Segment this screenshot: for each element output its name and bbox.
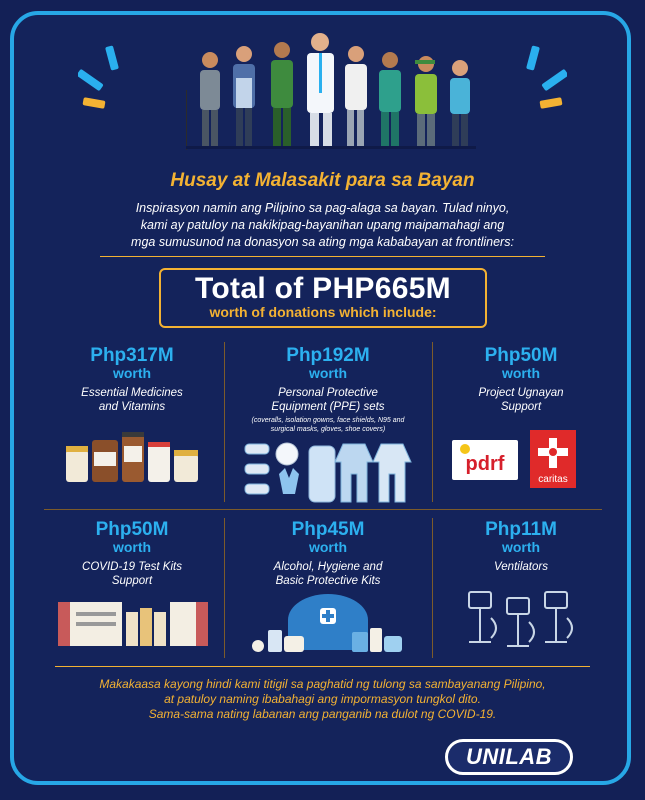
donation-worth: worth [501, 365, 541, 381]
intro-line: kami ay patuloy na nakikipag-bayanihan upang maipamahagi ang [140, 218, 505, 232]
donation-amount: Php317M [90, 345, 174, 366]
unilab-logo [445, 739, 573, 775]
donation-medicines [44, 345, 220, 486]
description-line: COVID-19 Test Kits [82, 561, 182, 573]
donation-amount: Php50M [95, 519, 169, 540]
closing-message [40, 677, 605, 722]
total-subtitle: worth of donations which include: [209, 304, 437, 320]
description-line: Ventilators [494, 561, 548, 573]
divider-line [100, 256, 545, 257]
donation-description [44, 386, 220, 414]
donation-worth: worth [308, 539, 348, 555]
donation-description [228, 560, 428, 588]
intro-line: mga sumusunod na donasyon sa ating mga kababayan at frontliners: [131, 235, 514, 249]
column-divider [224, 518, 225, 658]
description-line: Personal Protective [278, 387, 378, 399]
note-line: (coveralls, isolation gowns, face shields, N95 and [251, 417, 405, 424]
column-divider [224, 342, 225, 502]
headline: Husay at Malasakit para sa Bayan [170, 170, 475, 191]
description-line: Basic Protective Kits [275, 575, 381, 587]
caritas-logo-text: caritas [538, 474, 568, 485]
ppe-note [228, 416, 428, 434]
closing-line: at patuloy naming ibabahagi ang impormasyon tungkol dito. [164, 692, 481, 706]
donation-hygiene-kits [228, 519, 428, 656]
closing-line: Sama-sama nating labanan ang panganib na dulot ng COVID-19. [148, 707, 497, 721]
total-amount: Total of PHP665M [195, 272, 451, 305]
donation-amount: Php192M [286, 345, 370, 366]
donation-worth: worth [112, 539, 152, 555]
pdrf-logo [452, 440, 518, 480]
left-burst-decoration [78, 44, 148, 114]
donation-ventilators [436, 519, 606, 652]
intro-text [100, 200, 545, 251]
donation-test-kits [44, 519, 220, 650]
donation-ugnayan [436, 345, 606, 498]
ppe-icon [243, 440, 413, 506]
description-line: Support [500, 401, 542, 413]
description-line: Support [111, 575, 153, 587]
donation-worth: worth [501, 539, 541, 555]
hygiene-kit-icon [248, 594, 408, 656]
donation-amount: Php50M [484, 345, 558, 366]
frontliners-illustration [186, 30, 476, 152]
divider-line [55, 666, 590, 667]
total-box [159, 268, 487, 328]
donation-amount: Php11M [485, 519, 557, 540]
test-kits-icon [54, 598, 210, 650]
donation-description [228, 386, 428, 414]
donation-amount: Php45M [291, 519, 365, 540]
caritas-logo [530, 430, 576, 488]
description-line: Alcohol, Hygiene and [273, 561, 383, 573]
right-burst-decoration [497, 44, 567, 114]
column-divider [432, 518, 433, 658]
medicine-bottles-icon [64, 432, 200, 486]
donation-worth: worth [112, 365, 152, 381]
donation-description [436, 560, 606, 574]
intro-line: Inspirasyon namin ang Pilipino sa pag-alaga sa bayan. Tulad ninyo, [135, 201, 510, 215]
partner-logos [436, 428, 606, 498]
description-line: Project Ugnayan [478, 387, 564, 399]
pdrf-logo-text: pdrf [465, 453, 505, 475]
description-line: Essential Medicines [81, 387, 183, 399]
donation-worth: worth [308, 365, 348, 381]
description-line: and Vitamins [98, 401, 166, 413]
column-divider [432, 342, 433, 502]
description-line: Equipment (PPE) sets [271, 401, 385, 413]
unilab-logo-text: UNILAB [465, 744, 553, 769]
note-line: surgical masks, gloves, shoe covers) [270, 426, 386, 433]
ventilator-icon [461, 588, 581, 652]
donation-ppe [228, 345, 428, 506]
donation-description [436, 386, 606, 414]
closing-line: Makakaasa kayong hindi kami titigil sa paghatid ng tulong sa sambayanang Pilipino, [99, 677, 546, 691]
row-divider [44, 509, 602, 510]
donation-description [44, 560, 220, 588]
